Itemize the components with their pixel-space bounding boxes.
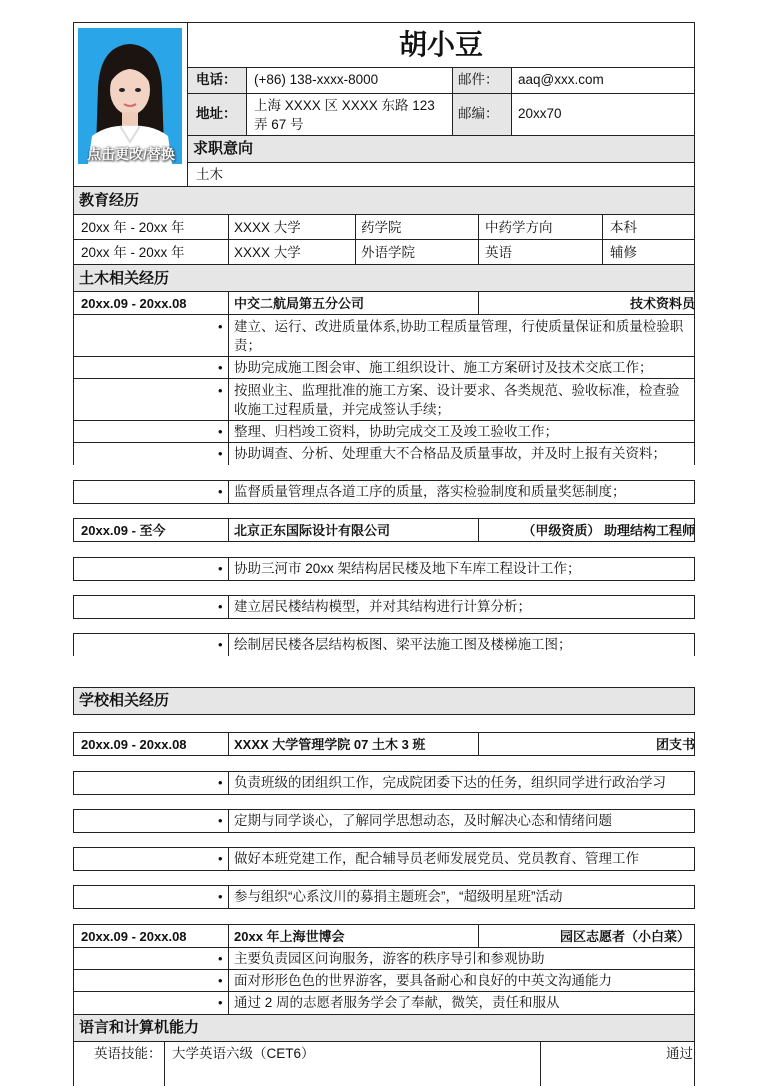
list-item: 整理、归档竣工资料，协助完成交工及竣工验收工作； [234, 424, 558, 439]
list-item: 面对形形色色的世界游客，要具备耐心和良好的中英文沟通能力 [234, 973, 612, 988]
job-company: 中交二航局第五分公司 [234, 296, 365, 311]
job-role: （甲级资质） 助理结构工程师 [522, 523, 695, 538]
job-org: XXXX 大学管理学院 07 土木 3 班 [234, 737, 426, 752]
skills-title: 语言和计算机能力 [79, 1019, 200, 1036]
phone-label: 电话： [196, 72, 237, 87]
edu-college: 外语学院 [361, 245, 415, 260]
list-item: 负责班级的团组织工作，完成院团委下达的任务，组织同学进行政治学习 [234, 775, 666, 790]
list-item: 绘制居民楼各层结构板图、梁平法施工图及楼梯施工图； [234, 637, 572, 652]
job-role: 技术资料员 [629, 296, 695, 311]
edu-degree: 辅修 [610, 245, 637, 260]
list-item: 按照业主、监理批准的施工方案、设计要求、各类规范、验收标准，检查验收施工过程质量，并完成签认手续； [234, 383, 680, 417]
email-value: aaq@xxx.com [518, 72, 604, 87]
skill-status: 通过 [666, 1046, 693, 1061]
job-company: 北京正东国际设计有限公司 [234, 523, 391, 538]
job-date: 20xx.09 - 20xx.08 [81, 296, 187, 311]
edu-degree: 本科 [610, 220, 637, 235]
skill-label: 英语技能： [94, 1046, 162, 1061]
list-item: 定期与同学谈心，了解同学思想动态，及时解决心态和情绪问题 [234, 813, 612, 828]
edu-school: XXXX 大学 [234, 245, 301, 260]
address-label: 地址： [196, 106, 237, 121]
skill-value: 大学英语六级（CET6） [172, 1046, 315, 1061]
phone-value: (+86) 138-xxxx-8000 [254, 72, 379, 87]
zip-value: 20xx70 [518, 106, 562, 121]
job-date: 20xx.09 - 至今 [81, 523, 166, 538]
edu-major: 英语 [485, 245, 512, 260]
zip-label: 邮编： [458, 106, 499, 121]
edu-date: 20xx 年 - 20xx 年 [81, 245, 185, 260]
list-item: 做好本班党建工作，配合辅导员老师发展党员、党员教育、管理工作 [234, 851, 639, 866]
list-item: 协助完成施工图会审、施工组织设计、施工方案研讨及技术交底工作； [234, 360, 653, 375]
edu-college: 药学院 [361, 220, 402, 235]
list-item: 建立居民楼结构模型，并对其结构进行计算分析； [234, 599, 531, 614]
job-date: 20xx.09 - 20xx.08 [81, 929, 187, 944]
education-title: 教育经历 [79, 192, 140, 209]
list-item: 主要负责园区问询服务，游客的秩序导引和参观协助 [234, 951, 545, 966]
list-item: 协助三河市 20xx 架结构居民楼及地下车库工程设计工作； [234, 561, 581, 576]
job-org: 20xx 年上海世博会 [234, 929, 345, 944]
list-item: 通过 2 周的志愿者服务学会了奉献，微笑，责任和服从 [234, 995, 560, 1010]
list-item: 监督质量管理点各道工序的质量，落实检验制度和质量奖惩制度； [234, 484, 626, 499]
civil-experience-title: 土木相关经历 [79, 270, 170, 287]
edu-school: XXXX 大学 [234, 220, 301, 235]
candidate-name: 胡小豆 [398, 29, 483, 60]
list-item: 协助调查、分析、处理重大不合格品及质量事故，并及时上报有关资料； [234, 446, 666, 461]
list-item: 参与组织“心系汶川的募捐主题班会”，“超级明星班”活动 [234, 889, 563, 904]
email-label: 邮件： [458, 72, 499, 87]
objective-title: 求职意向 [193, 140, 254, 157]
job-role: 团支书 [655, 737, 695, 752]
edu-date: 20xx 年 - 20xx 年 [81, 220, 185, 235]
profile-photo[interactable] [78, 28, 182, 164]
objective-value: 土木 [196, 167, 223, 182]
list-item: 建立、运行、改进质量体系,协助工程质量管理，行使质量保证和质量检验职责； [234, 319, 684, 353]
job-role: 园区志愿者（小白菜） [559, 929, 690, 944]
photo-caption[interactable]: 点击更改/替换 [87, 146, 175, 162]
address-value: 上海 XXXX 区 XXXX 东路 123 弄 67 号 [254, 98, 435, 132]
edu-major: 中药学方向 [485, 220, 553, 235]
school-experience-title: 学校相关经历 [79, 692, 170, 709]
job-date: 20xx.09 - 20xx.08 [81, 737, 187, 752]
person-icon [78, 28, 182, 164]
